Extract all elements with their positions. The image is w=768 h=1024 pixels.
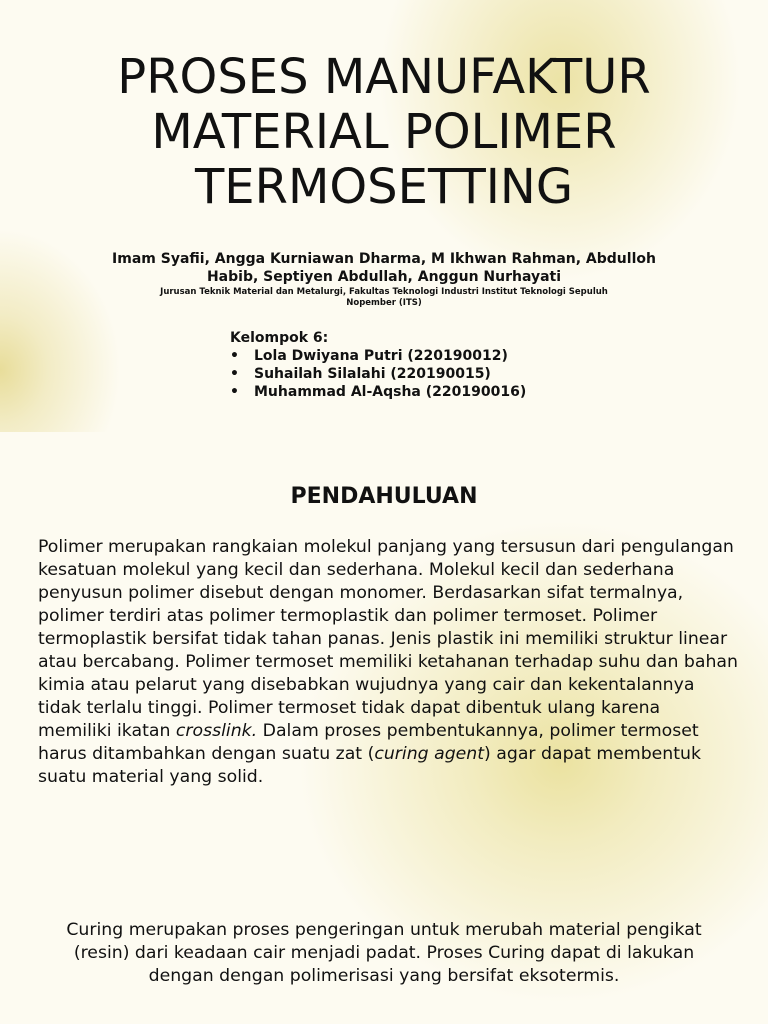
authors: Imam Syafii, Angga Kurniawan Dharma, M Ikhwan Rahman, Abdulloh Habib, Septiyen Abdullah, Anggun Nurhayati xyxy=(112,251,656,285)
affiliation: Jurusan Teknik Material dan Metalurgi, Fakultas Teknologi Industri Institut Teknologi Sepuluh Nopember (ITS) xyxy=(160,287,608,308)
member-item: • Muhammad Al-Aqsha (220190016) xyxy=(230,383,550,401)
intro-slide xyxy=(0,432,768,1024)
group-label: Kelompok 6: xyxy=(230,330,329,346)
paragraph-text: ) agar dapat membentuk suatu material yang solid. xyxy=(38,744,701,787)
slide-title: PROSES MANUFAKTUR MATERIAL POLIMER TERMOSETTING xyxy=(117,49,651,215)
curing-paragraph: Curing merupakan proses pengeringan untuk merubah material pengikat (resin) dari keadaan cair menjadi padat. Proses Curing dapat di lakukan dengan dengan polimerisasi yang bersifat eksotermis. xyxy=(66,920,702,986)
paragraph-text: Polimer merupakan rangkaian molekul panjang yang tersusun dari pengulangan kesatuan molekul yang kecil dan sederhana. Molekul kecil dan sederhana penyusun polimer disebut dengan monomer. Berdasarkan sifat termalnya, polimer terdiri atas polimer termoplastik dan polimer termoset. Polimer termoplastik bersifat tidak tahan panas. Jenis plastik ini memiliki struktur linear atau bercabang. Polimer termoset memiliki ketahanan terhadap suhu dan bahan kimia atau pelarut yang disebabkan wujudnya yang cair dan kekentalannya tidak terlalu tinggi. Polimer termoset tidak dapat dibentuk ulang karena memiliki ikatan xyxy=(38,537,738,741)
group-info xyxy=(230,329,550,401)
section-heading: PENDAHULUAN xyxy=(290,484,478,509)
italic-term: curing agent xyxy=(374,744,485,764)
member-item: • Lola Dwiyana Putri (220190012) xyxy=(230,347,550,365)
paragraph-text: Dalam proses pembentukannya, polimer termoset harus ditambahkan dengan suatu zat ( xyxy=(38,721,699,764)
italic-term: crosslink. xyxy=(175,721,258,741)
intro-paragraph xyxy=(38,536,738,789)
member-list xyxy=(230,347,550,401)
title-slide xyxy=(0,0,768,432)
member-item: • Suhailah Silalahi (220190015) xyxy=(230,365,550,383)
